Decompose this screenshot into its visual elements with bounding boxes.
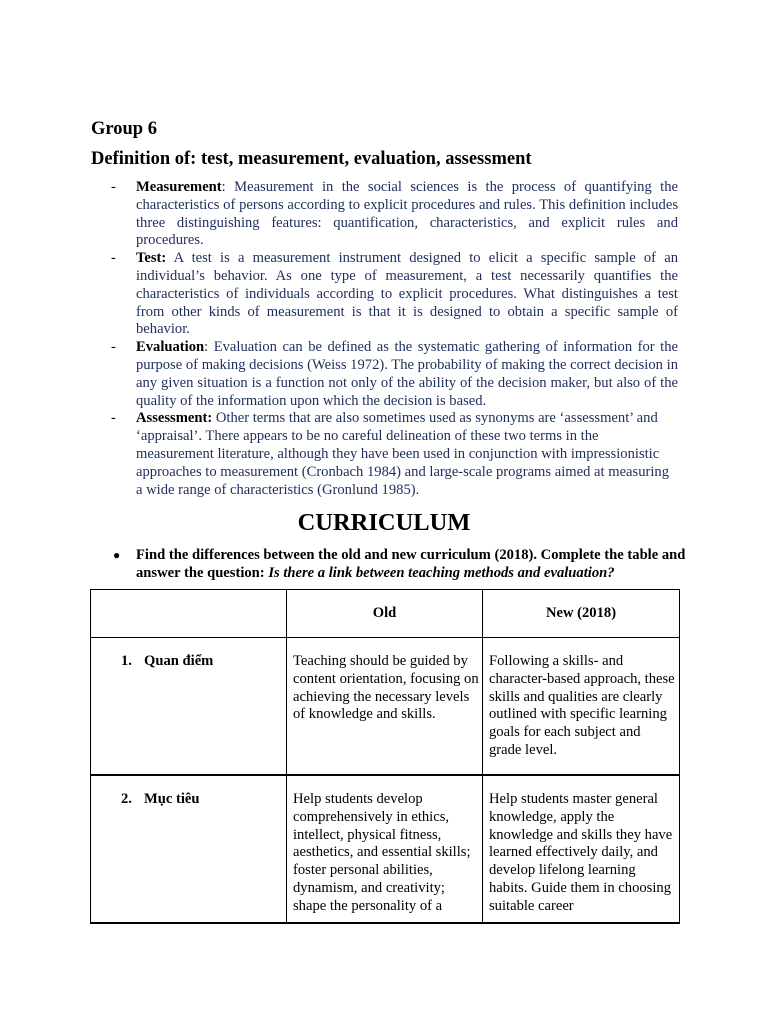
task-question: Is there a link between teaching methods and evaluation? — [268, 564, 615, 581]
row-label: Mục tiêu — [144, 791, 200, 807]
new-cell — [483, 638, 680, 776]
task-instruction — [113, 547, 706, 583]
term-assessment: Assessment: — [136, 410, 213, 427]
bullet-icon: ● — [113, 548, 121, 562]
definition-item-evaluation: - Evaluation: Evaluation can be defined as the systematic gathering of information for the purpose of making decisions (Weiss 1972). The probability of making the correct decision in any given situation is a function not only of the ability of the decision maker, but also of the quality of the information upon which the decision is based. — [111, 339, 678, 409]
old-text: Help students develop comprehensively in ethics, intellect, physical fitness, aesthetics, and essential skills; foster personal abilities, dynamism, and creativity; shape the personality of a — [293, 791, 471, 914]
term-measurement: Measurement — [136, 179, 222, 195]
old-cell — [287, 775, 483, 923]
definition-text: Measurement in the social sciences is the process of quantifying the characteristics of persons according to explicit procedures and rules. This definition includes three distinguishing features: quantification, characteristics, and explicit rules and procedures. — [136, 179, 678, 249]
definition-text: Evaluation can be defined as the systematic gathering of information for the purpose of making decisions (Weiss 1972). The probability of making the correct decision in any given situation is a function not only of the ability of the decision maker, but also of the quality of the information upon which the decision is based. — [136, 339, 678, 409]
term-test: Test: — [136, 250, 167, 267]
curriculum-title: CURRICULUM — [297, 509, 471, 536]
task-text: Find the differences between the old and new curriculum (2018). Complete the table and answer the question: — [136, 547, 686, 581]
definition-title: Definition of: test, measurement, evaluation, assessment — [91, 149, 532, 169]
old-text: Teaching should be guided by content orientation, focusing on achieving the necessary levels of knowledge and skills. — [293, 653, 479, 723]
group-title: Group 6 — [91, 119, 157, 139]
row-label-cell — [91, 638, 287, 776]
definition-item-test — [111, 250, 678, 339]
row-label: Quan điểm — [144, 653, 214, 669]
list-dash: - — [111, 179, 116, 195]
row-label-cell — [91, 775, 287, 923]
table-row — [91, 775, 680, 923]
table-header-row — [91, 590, 680, 638]
table-row — [91, 638, 680, 776]
list-dash: - — [111, 250, 116, 267]
curriculum-table — [90, 589, 680, 924]
header-new: New (2018) — [483, 590, 680, 638]
definition-text: A test is a measurement instrument designed to elicit a specific sample of an individual’s behavior. As one type of measurement, a test necessarily quantifies the characteristics of individuals according to explicit procedures. What distinguishes a test from other kinds of measurement is that it is designed to obtain a specific sample of behavior. — [136, 250, 678, 338]
header-old: Old — [287, 590, 483, 638]
term-evaluation: Evaluation — [136, 339, 205, 356]
new-text: Following a skills- and character-based approach, these skills and qualities are clearly outlined with specific learning goals for each subject and grade level. — [489, 653, 675, 758]
new-cell — [483, 775, 680, 923]
definition-text: Other terms that are also sometimes used as synonyms are ‘assessment’ and ‘appraisal’. There appears to be no careful delineation of these two terms in the measurement literature, although they have been used in conjunction with impressionistic approaches to measurement (Cronbach 1984) and large-scale programs aimed at measuring a wide range of characteristics (Gronlund 1985). — [136, 410, 670, 498]
list-dash: - — [111, 339, 116, 356]
list-dash: - — [111, 410, 116, 427]
definition-item-assessment — [111, 410, 678, 499]
header-empty — [91, 590, 287, 638]
row-number: 2. — [121, 791, 132, 807]
definition-item-measurement: - Measurement: Measurement in the social sciences is the process of quantifying the characteristics of persons according to explicit procedures and rules. This definition includes three distinguishing features: quantification, characteristics, and explicit rules and procedures. — [111, 179, 678, 249]
new-text: Help students master general knowledge, apply the knowledge and skills they have learned effectively daily, and develop lifelong learning habits. Guide them in choosing suitable career — [489, 791, 673, 914]
row-number: 1. — [121, 653, 132, 669]
old-cell — [287, 638, 483, 776]
definition-list — [111, 179, 678, 499]
